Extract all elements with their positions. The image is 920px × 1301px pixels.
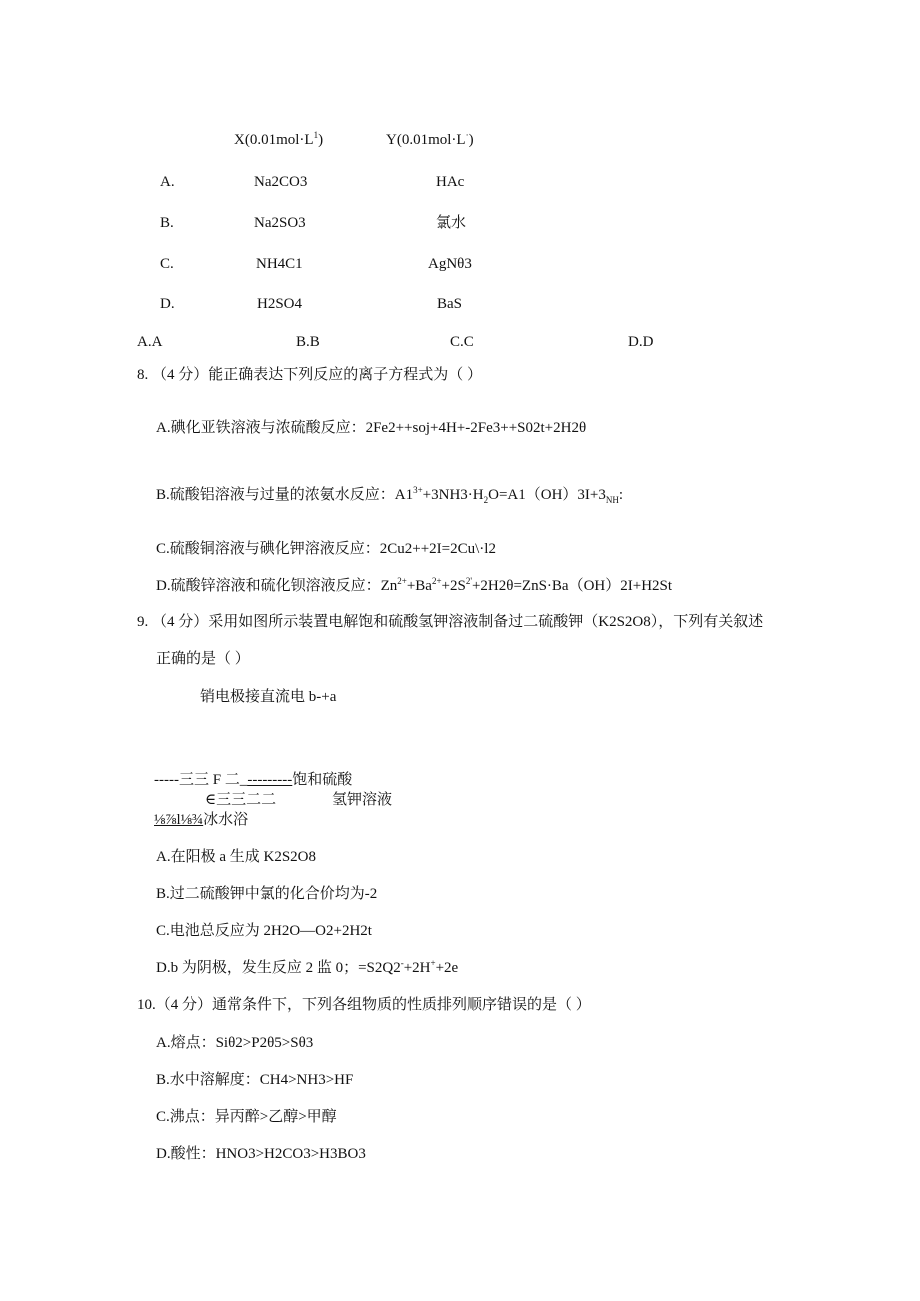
question-9-option-a: A.在阳极 a 生成 K2S2O8	[156, 849, 316, 865]
figure-label-solution: -----三三 F 二_---------饱和硫酸	[154, 772, 353, 788]
table-cell-y: HAc	[436, 174, 465, 190]
question-10-option-d: D.酸性：HNO3>H2CO3>H3BO3	[156, 1146, 366, 1162]
question-8-stem: 8. （4 分）能正确表达下列反应的离子方程式为（ ）	[137, 367, 483, 383]
table-cell-y: BaS	[437, 296, 463, 312]
table-row-label: C.	[160, 256, 174, 272]
question-10-stem: 10.（4 分）通常条件下，下列各组物质的性质排列顺序错误的是（ ）	[137, 997, 591, 1013]
table-header-x: $X(0.01mol\cdot L^1)$	[234, 130, 324, 148]
question-9-option-b: B.过二硫酸钾中氯的化合价均为-2	[156, 886, 378, 902]
table-header-y: Y(0.01mol·L·)	[386, 130, 474, 148]
question-10-option-c: C.沸点：异丙醉>乙醇>甲醇	[156, 1109, 337, 1125]
answer-option-c: C.C	[450, 334, 474, 350]
question-9-stem: 9. （4 分）采用如图所示装置电解饱和硫酸氢钾溶液制备过二硫酸钾（K2S2O8），下列有关叙述	[137, 614, 764, 630]
question-10-option-a: A.熔点：Siθ2>P2θ5>Sθ3	[156, 1035, 314, 1051]
question-8-option-b: B.硫酸铝溶液与过量的浓氨水反应：$A1^{3+}+3NH3\cdot H_2O=A1(OH)3I+3_{NH}$:	[156, 485, 624, 505]
question-8-option-a: A.碘化亚铁溶液与浓硫酸反应：2Fe2++soj+4H+-2Fe3++S02t+2H2θ	[156, 420, 587, 436]
figure-label-potassium: 氢钾溶液	[332, 792, 393, 808]
table-row-label: B.	[160, 215, 174, 231]
table-cell-x: NH4C1	[256, 256, 303, 272]
table-row-label: D.	[160, 296, 175, 312]
figure-label-electrode: 销电极接直流电 b-+a	[200, 689, 337, 705]
table-cell-x: Na2SO3	[254, 215, 306, 231]
figure-label-ice-bath: ⅛⅞l⅛¾冰水浴	[154, 812, 249, 828]
answer-option-a: A.A	[137, 334, 163, 350]
answer-option-d: D.D	[628, 334, 654, 350]
table-row-label: A.	[160, 174, 175, 190]
table-cell-x: Na2CO3	[254, 174, 308, 190]
question-8-option-d: D.硫酸锌溶液和硫化钡溶液反应：$Zn^{2+}+Ba^{2+}+2S^{2'}+2H2\theta=ZnS\cdot Ba(OH)2I+H2St$	[156, 576, 673, 594]
question-9-stem-continued: 正确的是（ ）	[156, 651, 250, 667]
question-9-option-d: D.b 为阴极，发生反应 2 监 0；=S2Q2-+2H++2e	[156, 958, 459, 976]
figure-label-tank: ∈三三二二	[205, 792, 277, 808]
table-cell-y: 氯水	[436, 215, 467, 231]
answer-option-b: B.B	[296, 334, 320, 350]
question-8-option-c: C.硫酸铜溶液与碘化钾溶液反应：2Cu2++2I=2Cu\·l2	[156, 541, 496, 557]
table-cell-y: AgNθ3	[428, 256, 472, 272]
question-10-option-b: B.水中溶解度：CH4>NH3>HF	[156, 1072, 354, 1088]
question-9-option-c: C.电池总反应为 2H2O—O2+2H2t	[156, 923, 372, 939]
table-cell-x: H2SO4	[257, 296, 303, 312]
